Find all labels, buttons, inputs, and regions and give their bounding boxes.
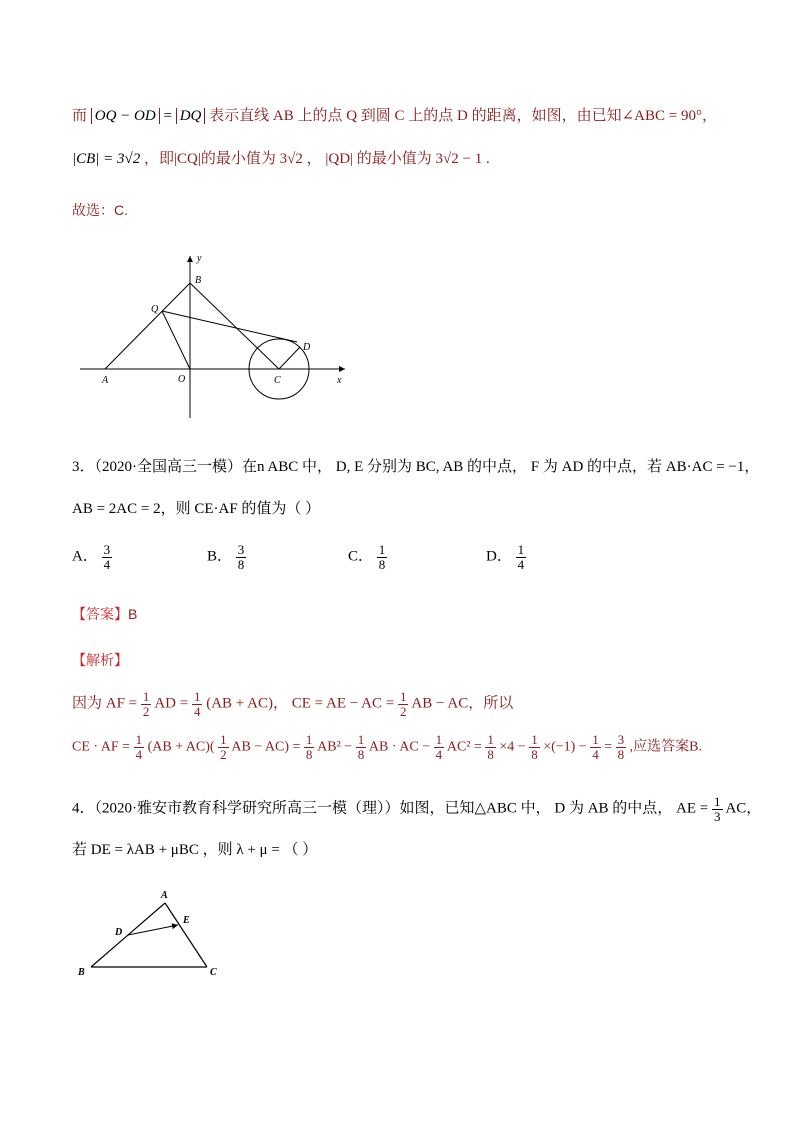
qd-min-text: |QD| 的最小值为 3√2 − 1 . xyxy=(325,151,490,167)
sol1-part-a: 因为 AF = xyxy=(72,695,141,712)
sol1-part-b: AD = xyxy=(154,695,192,712)
label-a: A xyxy=(102,375,109,386)
vector-de xyxy=(128,925,178,935)
sol2-part-e: AB · AC − xyxy=(368,739,434,755)
q3-stem-line-2: AB = 2AC = 2，则 CE·AF 的值为（ ） xyxy=(72,501,321,517)
text-prefix: 而 xyxy=(72,108,88,124)
label-q: Q xyxy=(151,304,159,315)
q3-solution-line-2: CE · AF = $\frac{1}{4}$ (AB + AC)( $\frac{1}{2}$ AB − AC) = $\frac{1}{8}$ AB² − $\frac{1}{8}$ AB · AC − $\frac{1}{4}$ AC² = $\frac{1}{8}$ ×4 − $\frac{1}{8}$ ×(−1) − $\frac{1}{4}$ = $\frac{3}{8}$ ,应选答案B. xyxy=(72,732,702,762)
option-c-label: C． xyxy=(348,548,374,565)
sol2-part-a: CE · AF = xyxy=(72,739,134,755)
answer-value: B xyxy=(128,606,138,622)
abs-expression-2: DQ xyxy=(176,108,206,124)
label-o: O xyxy=(178,374,186,385)
option-a-den: 4 xyxy=(103,556,111,572)
q4-stem-line-1: 4．（2020·雅安市教育科学研究所高三一模（理））如图，已知△ABC 中， D 为 AB 的中点， AE = $\frac{1}{3}$ AC， xyxy=(72,794,762,824)
q3-stem-c: F 为 AD 的中点，若 AB·AC = −1， xyxy=(527,459,760,475)
option-c xyxy=(348,543,387,571)
solution-line-2 xyxy=(72,147,490,168)
sol1-part-d: AB − AC，所以 xyxy=(411,695,514,712)
sol1-part-c: (AB + AC)， CE = AE − AC = xyxy=(206,695,398,712)
analysis-label: 【解析】 xyxy=(72,654,128,669)
segment-qo xyxy=(162,311,190,369)
label-x: x xyxy=(337,375,342,386)
label-d: D xyxy=(303,342,311,353)
triangle-figure xyxy=(75,885,235,985)
option-b-num: 3 xyxy=(237,542,245,557)
side-ac xyxy=(165,903,207,967)
cb-length: |CB| = 3√2 xyxy=(72,151,141,167)
option-b-label: B． xyxy=(207,548,233,565)
abs-expression-1: OQ − OD xyxy=(91,108,160,124)
sol2-part-h: ×(−1) − xyxy=(543,739,591,755)
label-a: A xyxy=(161,890,168,901)
option-a xyxy=(72,543,112,571)
radius-cd xyxy=(279,347,300,369)
label-e: E xyxy=(183,915,190,926)
option-c-den: 8 xyxy=(378,556,386,572)
equals-sign: = xyxy=(163,108,176,124)
line-bc xyxy=(190,283,279,369)
coordinate-figure xyxy=(75,250,355,420)
q4-stem-b: AC， xyxy=(725,800,762,817)
option-a-label: A． xyxy=(72,548,98,565)
answer-line xyxy=(72,604,137,624)
option-d-den: 4 xyxy=(517,556,525,572)
answer-label: 【答案】 xyxy=(72,608,128,623)
label-c: C xyxy=(210,967,217,978)
label-y: y xyxy=(197,253,202,264)
sol2-part-j: ,应选答案B. xyxy=(629,739,702,755)
solution-line-1 xyxy=(72,104,717,125)
sol2-part-c: AB − AC) = xyxy=(231,739,304,755)
label-d: D xyxy=(115,927,123,938)
q3-stem-line-1 xyxy=(72,455,759,476)
label-b: B xyxy=(195,275,202,286)
sol2-part-g: ×4 − xyxy=(499,739,530,755)
option-d-num: 1 xyxy=(517,542,525,557)
segment-qd xyxy=(162,311,297,342)
sol2-part-i: = xyxy=(604,739,616,755)
option-a-num: 3 xyxy=(103,542,111,557)
line-ab xyxy=(105,283,190,369)
choice-conclusion: 故选：C. xyxy=(72,202,128,218)
option-d xyxy=(486,543,526,571)
cq-min-text: ，即|CQ|的最小值为 3√2 ， xyxy=(144,151,322,167)
sol2-part-d: AB² − xyxy=(317,739,356,755)
q4-stem-a: 4．（2020·雅安市教育科学研究所高三一模（理））如图，已知△ABC 中， D 为 AB 的中点， AE = xyxy=(72,800,713,817)
option-c-num: 1 xyxy=(378,542,386,557)
option-b-den: 8 xyxy=(237,556,245,572)
sol2-part-f: AC² = xyxy=(446,739,486,755)
q3-stem-b: D, E 分别为 BC, AB 的中点， xyxy=(332,459,528,475)
line1-text: 表示直线 AB 上的点 Q 到圆 C 上的点 D 的距离，如图，由已知∠ABC = 90°， xyxy=(209,108,717,124)
q4-stem-line-2: 若 DE = λAB + μBC ，则 λ + μ = （ ） xyxy=(72,842,318,858)
option-d-label: D． xyxy=(486,548,512,565)
label-c: C xyxy=(274,375,281,386)
q3-solution-line-1: 因为 AF = $\frac{1}{2}$ AD = $\frac{1}{4}$ (AB + AC)， CE = AE − AC = $\frac{1}{2}$ AB − AC，所以 xyxy=(72,689,514,719)
option-b xyxy=(207,543,246,571)
q3-stem-a: 3．（2020·全国高三一模）在n ABC 中， xyxy=(72,459,333,475)
label-b: B xyxy=(78,967,85,978)
sol2-part-b: (AB + AC)( xyxy=(147,739,215,755)
